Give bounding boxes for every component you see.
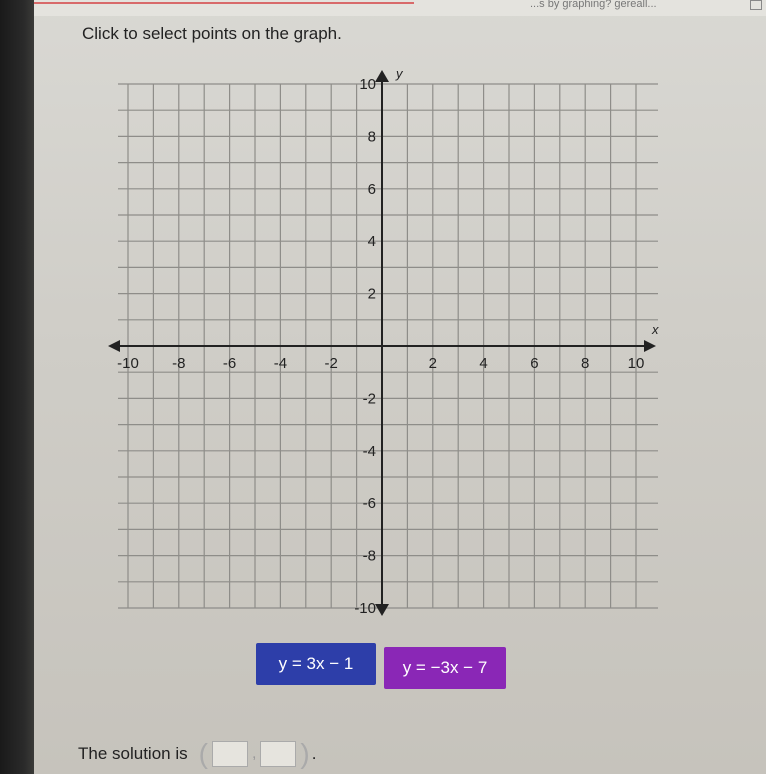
y-tick-label: 6 [367, 180, 376, 198]
x-tick-label: -10 [117, 355, 139, 372]
x-tick-label: -2 [324, 355, 338, 372]
y-tick-label: -8 [362, 547, 376, 565]
solution-line [78, 740, 316, 768]
y-tick-label: 2 [367, 285, 376, 303]
y-tick-label: -4 [362, 442, 376, 460]
x-tick-label: 8 [581, 355, 590, 372]
x-tick-label: 10 [627, 355, 645, 372]
y-axis-name: y [396, 66, 403, 81]
solution-prefix: The solution is [78, 744, 188, 763]
y-tick-label: 4 [367, 233, 376, 251]
axes [108, 70, 656, 616]
close-paren: ) [300, 738, 310, 769]
equation-2-button[interactable]: y = −3x − 7 [384, 647, 506, 689]
x-tick-label: 4 [479, 355, 488, 372]
equation-1-button[interactable]: y = 3x − 1 [256, 643, 376, 685]
y-axis-up-arrow-icon [375, 70, 389, 82]
x-tick-label: -4 [273, 355, 288, 372]
y-tick-label: -2 [362, 390, 376, 408]
x-tick-label: -6 [222, 355, 237, 372]
equation-2-rhs: −3x − 7 [430, 658, 488, 677]
equation-2-lhs: y [402, 658, 412, 677]
x-tick-label: 2 [428, 355, 437, 372]
y-tick-label: -6 [362, 495, 376, 513]
equation-1-lhs: y [278, 654, 288, 673]
solution-period: . [311, 744, 317, 763]
x-axis-name: x [652, 322, 659, 337]
tick-labels [117, 66, 659, 617]
x-tick-label: -8 [172, 355, 186, 372]
x-axis-left-arrow-icon [108, 340, 120, 352]
y-tick-label: 10 [359, 76, 376, 93]
top-bar-text: ...s by graphing? gereall... [530, 0, 657, 10]
equation-1-rhs: 3x − 1 [306, 654, 354, 673]
y-axis-down-arrow-icon [375, 604, 389, 616]
solution-y-input[interactable] [260, 741, 296, 767]
instruction-text: Click to select points on the graph. [82, 24, 342, 43]
solution-comma: , [251, 745, 257, 762]
open-paren: ( [198, 738, 208, 769]
solution-x-input[interactable] [212, 741, 248, 767]
x-tick-label: 6 [530, 355, 539, 372]
y-tick-label: -10 [354, 600, 376, 617]
y-tick-label: 8 [367, 128, 376, 146]
x-axis-right-arrow-icon [644, 340, 656, 352]
